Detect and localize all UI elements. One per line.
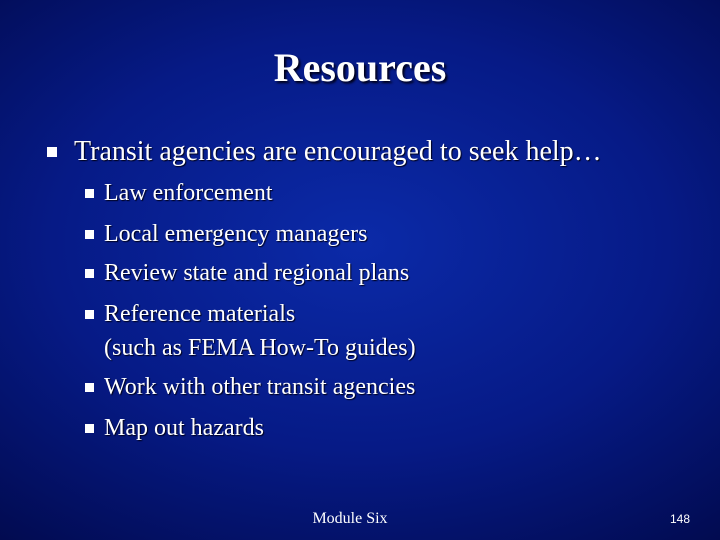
sub-bullet-continuation-text: (such as FEMA How-To guides) — [104, 335, 416, 361]
square-bullet-icon — [85, 383, 94, 392]
sub-bullet-text: Work with other transit agencies — [104, 374, 416, 400]
sub-bullet-text: Local emergency managers — [104, 221, 368, 247]
main-bullet-text: Transit agencies are encouraged to seek help… — [74, 136, 602, 167]
square-bullet-icon — [85, 230, 94, 239]
square-bullet-icon — [85, 424, 94, 433]
square-bullet-icon — [85, 310, 94, 319]
slide-footer: Module Six — [312, 510, 388, 527]
square-bullet-icon — [85, 269, 94, 278]
sub-bullet-text: Reference materials — [104, 301, 296, 327]
square-bullet-icon — [47, 147, 57, 157]
sub-bullet-text: Map out hazards — [104, 415, 264, 441]
slide-number: 148 — [669, 512, 690, 526]
square-bullet-icon — [85, 189, 94, 198]
sub-bullet-text: Law enforcement — [104, 180, 273, 206]
sub-bullet-text: Review state and regional plans — [104, 260, 410, 286]
slide-title: Resources — [273, 45, 447, 90]
